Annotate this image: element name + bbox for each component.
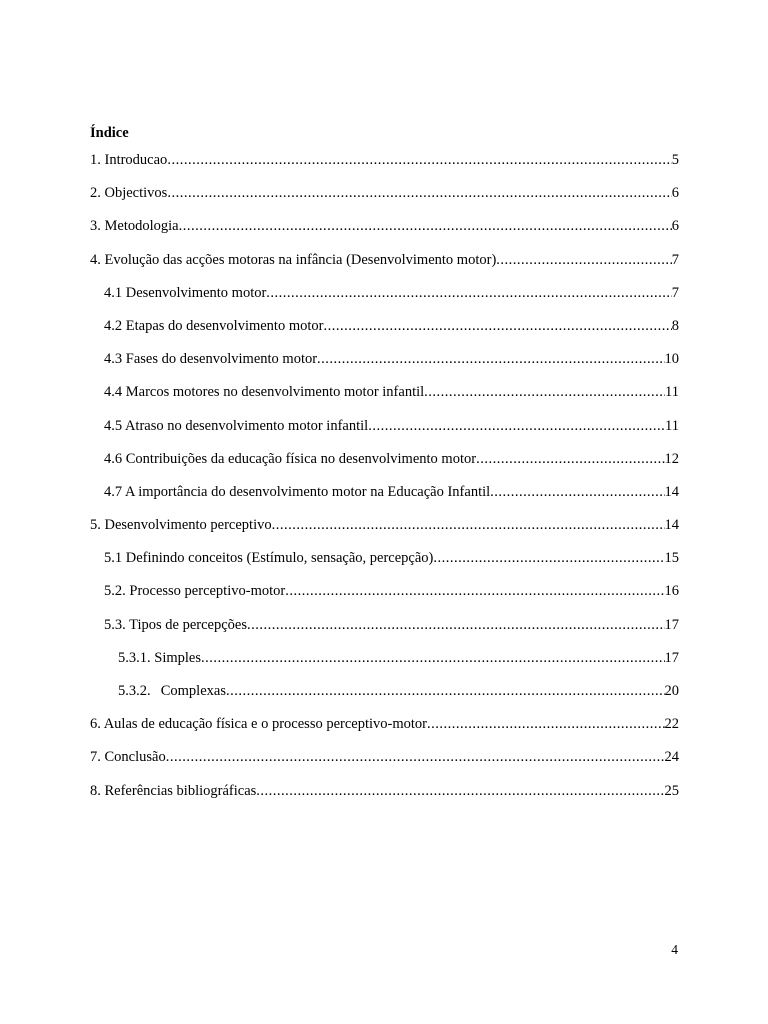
toc-entry-page: 22 xyxy=(664,716,679,733)
toc-entry-page: 17 xyxy=(664,649,679,666)
toc-dot-leader xyxy=(167,150,671,170)
toc-entry-title: 4. Evolução das acções motoras na infância (Desenvolvimento motor) xyxy=(90,251,497,268)
toc-entry-title: 4.2 Etapas do desenvolvimento motor xyxy=(104,317,324,334)
toc-entry[interactable] xyxy=(90,382,679,415)
toc-entry-page: 16 xyxy=(664,583,679,600)
toc-entry-page: 12 xyxy=(664,450,679,467)
toc-entry-title: 5.2. Processo perceptivo-motor xyxy=(104,583,286,600)
toc-entry-title: 1. Introducao xyxy=(90,152,168,168)
toc-entry[interactable] xyxy=(90,216,679,249)
toc-entry[interactable] xyxy=(90,316,679,349)
toc-entry[interactable] xyxy=(90,648,679,681)
toc-entry-page: 8 xyxy=(671,317,679,334)
toc-dot-leader xyxy=(490,482,664,502)
toc-entry[interactable] xyxy=(90,515,679,548)
toc-dot-leader xyxy=(256,781,664,801)
toc-entry-page: 7 xyxy=(671,284,679,301)
toc-entry[interactable] xyxy=(90,781,679,814)
toc-entry-title: 5.3.2. xyxy=(118,683,151,699)
toc-entry-page: 14 xyxy=(664,483,679,500)
toc-entry-title: 4.1 Desenvolvimento motor xyxy=(104,284,267,301)
toc-dot-leader xyxy=(266,283,671,303)
toc-entry-title: 2. Objectivos xyxy=(90,185,168,202)
toc-dot-leader xyxy=(424,382,665,402)
toc-entry-page: 11 xyxy=(665,384,679,401)
toc-dot-leader xyxy=(317,349,664,369)
toc-entry[interactable] xyxy=(90,581,679,614)
toc-entry-page: 17 xyxy=(664,616,679,633)
toc-entry-title: 5.3.1. Simples xyxy=(118,649,201,666)
toc-entry-title-rest: Complexas xyxy=(160,683,226,699)
toc-dot-leader xyxy=(323,316,671,336)
toc-dot-leader xyxy=(476,449,664,469)
toc-entry-title: 3. Metodologia xyxy=(90,218,179,235)
toc-heading: Índice xyxy=(90,125,129,141)
toc-entry-page: 6 xyxy=(671,218,679,235)
toc-entry[interactable] xyxy=(90,250,679,283)
toc-entry[interactable] xyxy=(90,747,679,780)
toc-dot-leader xyxy=(179,216,672,236)
toc-entry[interactable] xyxy=(90,714,679,747)
toc-dot-leader xyxy=(368,416,665,436)
toc-entry-page: 6 xyxy=(671,185,679,202)
toc-entry-title: 5.1 Definindo conceitos (Estímulo, sensação, percepção) xyxy=(104,550,434,567)
toc-entry-title: 6. Aulas de educação física e o processo perceptivo-motor xyxy=(90,716,427,733)
toc-entry-page: 10 xyxy=(664,351,679,368)
toc-entry[interactable] xyxy=(90,449,679,482)
toc-entry-page: 11 xyxy=(665,417,679,434)
toc-entry-title: 4.4 Marcos motores no desenvolvimento motor infantil xyxy=(104,384,425,401)
toc-dot-leader xyxy=(166,747,665,767)
toc-entry-page: 20 xyxy=(664,683,679,699)
toc-entry-title: 4.6 Contribuições da educação física no desenvolvimento motor xyxy=(104,450,477,467)
toc-entry[interactable] xyxy=(90,283,679,316)
toc-dot-leader xyxy=(167,183,671,203)
toc-entry-title: 7. Conclusão xyxy=(90,749,166,766)
toc-entry-title: 5.3. Tipos de percepções xyxy=(104,616,247,633)
toc-entry[interactable] xyxy=(90,349,679,382)
toc-dot-leader xyxy=(427,714,665,734)
toc-entry-page: 15 xyxy=(664,550,679,567)
toc-entry-title: 8. Referências bibliográficas xyxy=(90,782,257,799)
page-number: 4 xyxy=(671,942,678,957)
toc-entry[interactable] xyxy=(90,416,679,449)
toc-entry-title: 5. Desenvolvimento perceptivo xyxy=(90,517,272,534)
toc-dot-leader xyxy=(272,515,665,535)
toc-dot-leader xyxy=(285,581,664,601)
toc-entry[interactable] xyxy=(90,183,679,216)
toc-dot-leader xyxy=(433,548,664,568)
toc-dot-leader xyxy=(496,250,671,270)
toc-entry-page: 14 xyxy=(664,517,679,534)
table-of-contents xyxy=(90,150,679,814)
toc-entry[interactable] xyxy=(90,615,679,648)
toc-entry[interactable] xyxy=(90,482,679,515)
toc-dot-leader xyxy=(226,681,665,701)
toc-entry[interactable] xyxy=(90,548,679,581)
toc-entry-page: 25 xyxy=(664,782,679,799)
toc-entry-page: 24 xyxy=(664,749,679,766)
toc-entry-page: 7 xyxy=(671,251,679,268)
toc-dot-leader xyxy=(201,648,665,668)
toc-entry-title: 4.5 Atraso no desenvolvimento motor infantil xyxy=(104,417,369,434)
toc-entry[interactable] xyxy=(90,681,679,714)
toc-dot-leader xyxy=(247,615,665,635)
toc-entry-title: 4.7 A importância do desenvolvimento motor na Educação Infantil xyxy=(104,483,491,500)
toc-entry-page: 5 xyxy=(671,152,679,168)
toc-entry[interactable] xyxy=(90,150,679,183)
toc-entry-title: 4.3 Fases do desenvolvimento motor xyxy=(104,351,318,368)
